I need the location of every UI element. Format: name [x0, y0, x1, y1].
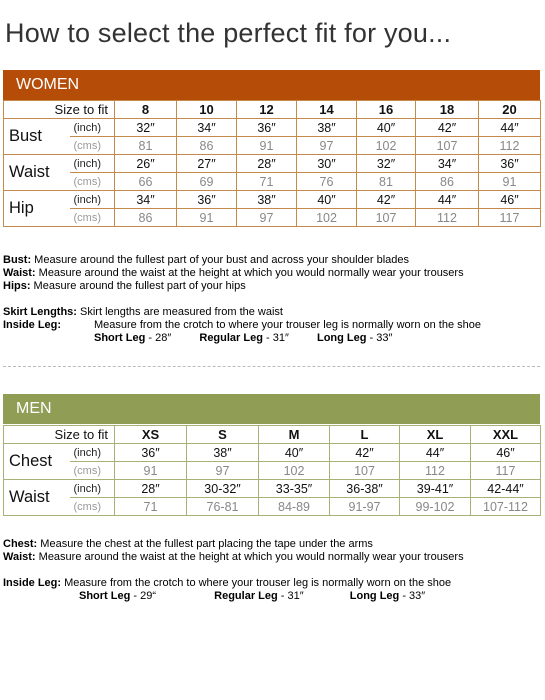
- size-header: XS: [115, 426, 187, 444]
- size-header: 8: [115, 101, 177, 119]
- table-cell: 28″: [115, 480, 187, 498]
- table-cell: 112: [416, 209, 479, 227]
- table-cell: 91: [115, 462, 187, 480]
- table-cell: 81: [357, 173, 416, 191]
- table-cell: 30″: [297, 155, 357, 173]
- table-cell: 107: [357, 209, 416, 227]
- chest-label: Chest: [4, 444, 70, 480]
- table-cell: 30-32″: [187, 480, 259, 498]
- table-cell: 102: [259, 462, 330, 480]
- short-leg-value: - 29“: [130, 590, 157, 602]
- unit-cms-label: (cms): [70, 462, 115, 480]
- note-text: Measure around the fullest part of your hips: [30, 280, 246, 292]
- unit-inch-label: (inch): [70, 119, 115, 137]
- table-cell: 26″: [115, 155, 177, 173]
- table-cell: 46″: [471, 444, 541, 462]
- men-section-heading: MEN: [3, 394, 540, 424]
- short-leg-value: - 28″: [145, 332, 172, 344]
- table-cell: 36-38″: [330, 480, 400, 498]
- table-cell: 69: [177, 173, 237, 191]
- table-cell: 44″: [479, 119, 541, 137]
- table-cell: 102: [297, 209, 357, 227]
- table-cell: 99-102: [400, 498, 471, 516]
- size-to-fit-label: Size to fit: [4, 101, 115, 119]
- table-cell: 27″: [177, 155, 237, 173]
- note-text: Measure around the waist at the height at which you would normally wear your trousers: [35, 267, 464, 279]
- short-leg-label: Short Leg: [94, 332, 146, 344]
- note-text: Measure from the crotch to where your trouser leg is normally worn on the shoe: [61, 577, 452, 589]
- table-cell: 34″: [177, 119, 237, 137]
- table-cell: 32″: [115, 119, 177, 137]
- unit-inch-label: (inch): [70, 191, 115, 209]
- table-cell: 32″: [357, 155, 416, 173]
- men-measurement-notes: [3, 538, 464, 603]
- size-header: 12: [237, 101, 297, 119]
- hip-label: Hip: [4, 191, 70, 227]
- table-cell: 117: [479, 209, 541, 227]
- unit-inch-label: (inch): [70, 480, 115, 498]
- unit-inch-label: (inch): [70, 155, 115, 173]
- table-cell: 36″: [177, 191, 237, 209]
- table-cell: 86: [416, 173, 479, 191]
- long-leg-value: - 33″: [399, 590, 426, 602]
- table-cell: 84-89: [259, 498, 330, 516]
- size-header: S: [187, 426, 259, 444]
- table-cell: 42-44″: [471, 480, 541, 498]
- regular-leg-label: Regular Leg: [199, 332, 263, 344]
- table-cell: 44″: [400, 444, 471, 462]
- size-header: 16: [357, 101, 416, 119]
- size-header: 18: [416, 101, 479, 119]
- table-cell: 38″: [187, 444, 259, 462]
- unit-cms-label: (cms): [70, 137, 115, 155]
- regular-leg-value: - 31″: [277, 590, 304, 602]
- table-cell: 42″: [357, 191, 416, 209]
- table-cell: 44″: [416, 191, 479, 209]
- long-leg-label: Long Leg: [316, 332, 367, 344]
- table-cell: 46″: [479, 191, 541, 209]
- table-cell: 38″: [297, 119, 357, 137]
- note-text: Measure the chest at the fullest part placing the tape under the arms: [37, 538, 373, 550]
- table-cell: 97: [187, 462, 259, 480]
- table-cell: 38″: [237, 191, 297, 209]
- table-cell: 34″: [416, 155, 479, 173]
- table-cell: 66: [115, 173, 177, 191]
- regular-leg-label: Regular Leg: [214, 590, 278, 602]
- table-cell: 42″: [330, 444, 400, 462]
- table-cell: 36″: [479, 155, 541, 173]
- table-cell: 107: [416, 137, 479, 155]
- table-cell: 76: [297, 173, 357, 191]
- table-cell: 81: [115, 137, 177, 155]
- note-label: Waist:: [3, 267, 36, 279]
- table-cell: 97: [237, 209, 297, 227]
- unit-cms-label: (cms): [70, 209, 115, 227]
- table-cell: 36″: [115, 444, 187, 462]
- long-leg-label: Long Leg: [349, 590, 400, 602]
- size-header: XXL: [471, 426, 541, 444]
- table-cell: 40″: [259, 444, 330, 462]
- table-cell: 107-112: [471, 498, 541, 516]
- size-header: M: [259, 426, 330, 444]
- regular-leg-value: - 31″: [262, 332, 289, 344]
- table-cell: 28″: [237, 155, 297, 173]
- unit-cms-label: (cms): [70, 498, 115, 516]
- women-section-heading: WOMEN: [3, 70, 540, 100]
- section-divider: [3, 366, 540, 367]
- note-text: Measure from the crotch to where your trouser leg is normally worn on the shoe: [94, 319, 482, 331]
- table-cell: 102: [357, 137, 416, 155]
- table-cell: 42″: [416, 119, 479, 137]
- note-label: Inside Leg:: [3, 577, 62, 589]
- women-size-table: [3, 100, 541, 227]
- bust-label: Bust: [4, 119, 70, 155]
- table-cell: 112: [400, 462, 471, 480]
- waist-label: Waist: [4, 480, 70, 516]
- short-leg-label: Short Leg: [79, 590, 131, 602]
- table-cell: 40″: [297, 191, 357, 209]
- waist-label: Waist: [4, 155, 70, 191]
- table-cell: 91-97: [330, 498, 400, 516]
- size-header: 14: [297, 101, 357, 119]
- note-label: Waist:: [3, 551, 36, 563]
- unit-cms-label: (cms): [70, 173, 115, 191]
- note-label: Hips:: [3, 280, 31, 292]
- note-text: Measure around the fullest part of your bust and across your shoulder blades: [31, 254, 409, 266]
- men-size-table: [3, 425, 541, 516]
- table-cell: 91: [237, 137, 297, 155]
- table-cell: 34″: [115, 191, 177, 209]
- unit-inch-label: (inch): [70, 444, 115, 462]
- table-cell: 91: [479, 173, 541, 191]
- table-cell: 117: [471, 462, 541, 480]
- size-to-fit-label: Size to fit: [4, 426, 115, 444]
- table-cell: 97: [297, 137, 357, 155]
- size-header: 10: [177, 101, 237, 119]
- table-cell: 107: [330, 462, 400, 480]
- women-measurement-notes: [3, 254, 481, 345]
- table-cell: 71: [115, 498, 187, 516]
- table-cell: 76-81: [187, 498, 259, 516]
- note-label: Bust:: [3, 254, 32, 266]
- size-header: XL: [400, 426, 471, 444]
- note-label: Chest:: [3, 538, 38, 550]
- table-cell: 86: [115, 209, 177, 227]
- note-text: Measure around the waist at the height at which you would normally wear your trousers: [35, 551, 464, 563]
- page-title: How to select the perfect fit for you...: [5, 18, 452, 48]
- size-header: 20: [479, 101, 541, 119]
- note-label: Inside Leg:: [3, 319, 62, 331]
- table-cell: 36″: [237, 119, 297, 137]
- table-cell: 71: [237, 173, 297, 191]
- long-leg-value: - 33″: [366, 332, 393, 344]
- table-cell: 91: [177, 209, 237, 227]
- table-cell: 39-41″: [400, 480, 471, 498]
- table-cell: 33-35″: [259, 480, 330, 498]
- size-header: L: [330, 426, 400, 444]
- table-cell: 40″: [357, 119, 416, 137]
- table-cell: 86: [177, 137, 237, 155]
- note-label: Skirt Lengths:: [3, 306, 77, 318]
- note-text: Skirt lengths are measured from the waist: [76, 306, 283, 318]
- table-cell: 112: [479, 137, 541, 155]
